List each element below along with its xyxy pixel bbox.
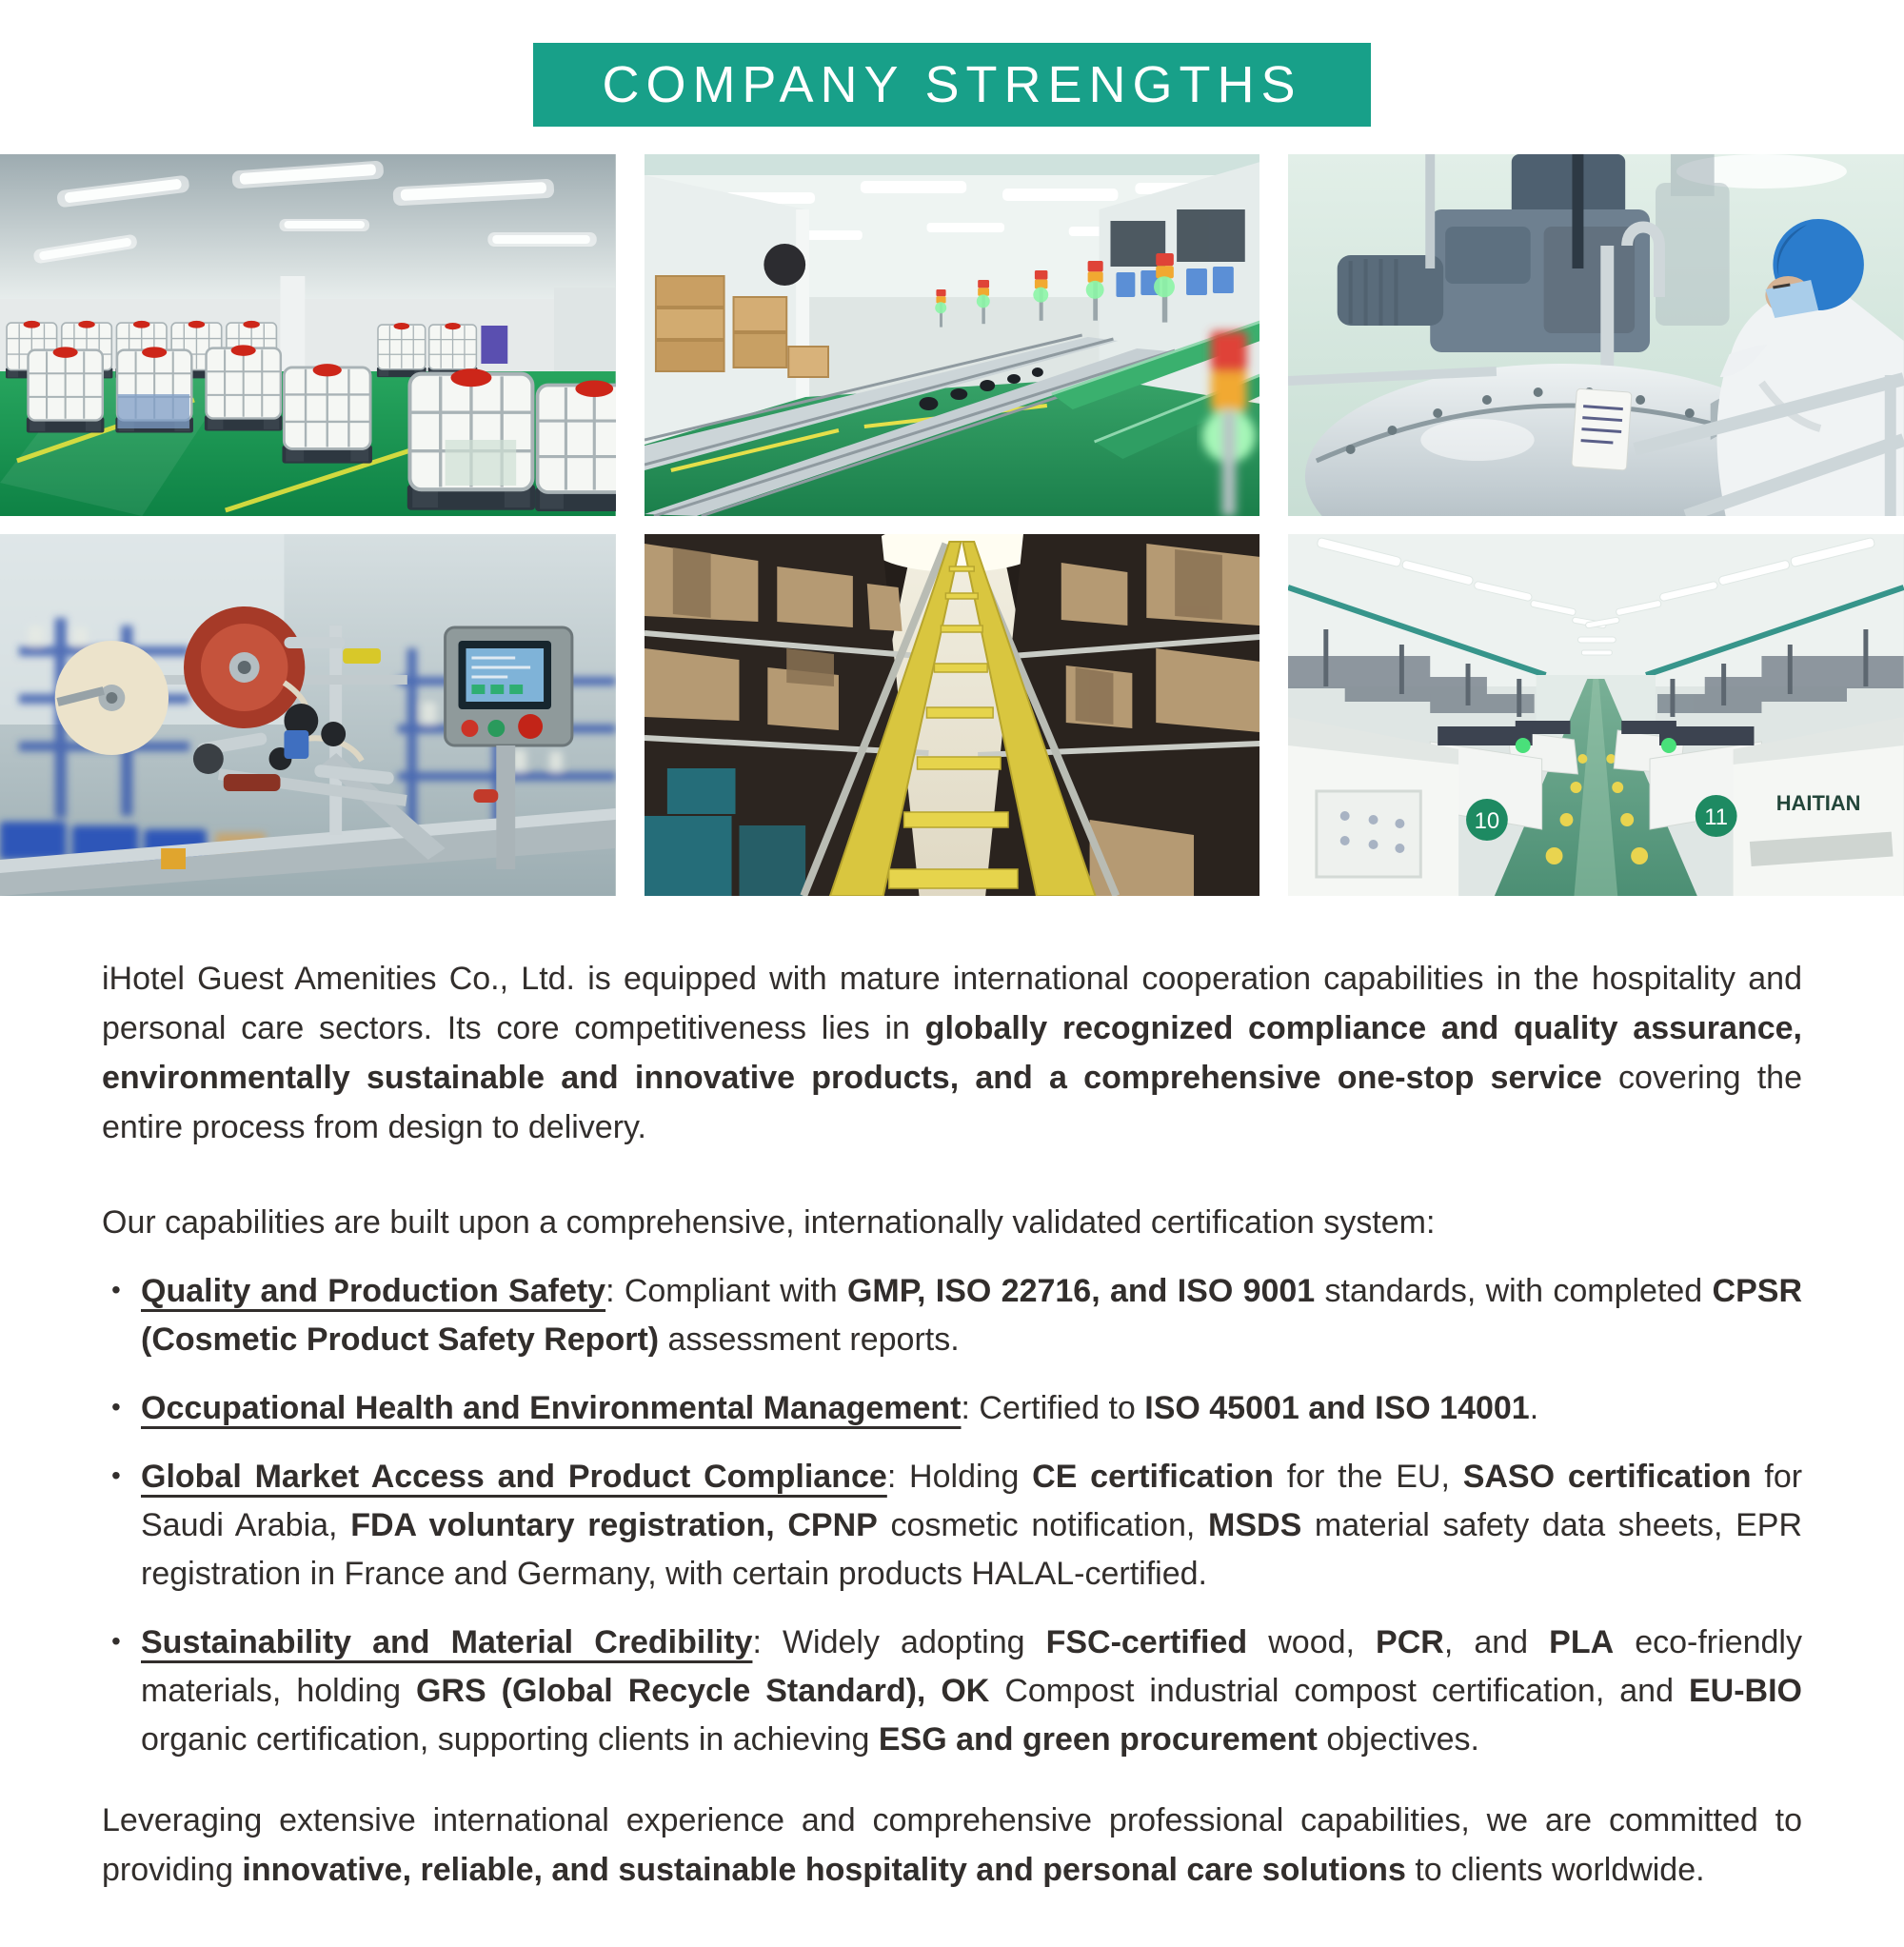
section-banner [533, 43, 1371, 127]
bullet-sustainability-material: • Sustainability and Material Credibility: Widely adopting FSC-certified wood, PCR, and PLA eco-friendly materials, holding GRS (Global Recycle Standard), OK Compost industrial compost certification, and EU-BIO organic certification, supporting clients in achieving ESG and green procurement objectives. [102, 1619, 1802, 1764]
mixing-tank-illustration [1288, 154, 1904, 516]
page-title: COMPANY STRENGTHS [602, 56, 1302, 113]
filling-line-illustration [645, 154, 1260, 516]
capabilities-lead-paragraph: Our capabilities are built upon a comprehensive, internationally validated certification system: [102, 1204, 1436, 1241]
svg-text:10: 10 [1474, 807, 1500, 835]
ibc-warehouse-illustration [0, 154, 616, 516]
photo-ibc-tote-warehouse [0, 154, 616, 516]
photo-filling-line [645, 154, 1260, 516]
photo-labeling-machine [0, 534, 616, 896]
photo-molding-machine-hall [1288, 534, 1904, 896]
factory-photo-gallery [0, 154, 1904, 896]
bullet-occupational-health-environment: • Occupational Health and Environmental Management: Certified to ISO 45001 and ISO 14001. [102, 1384, 1802, 1433]
emergency-stop-button [518, 714, 543, 739]
bullet-global-market-access: • Global Market Access and Product Compliance: Holding CE certification for the EU, SASO certification for Saudi Arabia, FDA voluntary registration, CPNP cosmetic notification, MSDS material safety data sheets, EPR registration in France and Germany, with certain products HALAL-certified. [102, 1453, 1802, 1599]
red-label-roll [184, 606, 305, 728]
photo-storage-conveyor-aisle [645, 534, 1260, 896]
certification-bullet-list [102, 1267, 1802, 1764]
storage-aisle-illustration [645, 534, 1260, 896]
cream-label-roll [55, 641, 169, 755]
start-button [487, 720, 505, 737]
closing-paragraph: Leveraging extensive international experience and comprehensive professional capabilities, we are committed to providing innovative, reliable, and sustainable hospitality and personal care solutions to clients worldwide. [102, 1802, 1802, 1888]
labeling-machine-illustration [0, 534, 616, 896]
bullet-quality-production-safety: • Quality and Production Safety: Compliant with GMP, ISO 22716, and ISO 9001 standards, with completed CPSR (Cosmetic Product Safety Report) assessment reports. [102, 1267, 1802, 1364]
spec-tag [1572, 388, 1632, 470]
svg-text:11: 11 [1704, 804, 1729, 831]
intro-paragraph: iHotel Guest Amenities Co., Ltd. is equipped with mature international cooperation capabilities in the hospitality and personal care sectors. Its core competitiveness lies in globally recognized compliance and quality assurance, environmentally sustainable and innovative products, and a comprehensive one-stop service covering the entire process from design to delivery. [102, 961, 1803, 1145]
photo-mixing-tank-technician [1288, 154, 1904, 516]
company-strengths-text [0, 954, 1904, 1895]
stop-button [461, 720, 478, 737]
machine-brand-label: HAITIAN [1776, 790, 1861, 816]
molding-hall-illustration [1288, 534, 1904, 896]
